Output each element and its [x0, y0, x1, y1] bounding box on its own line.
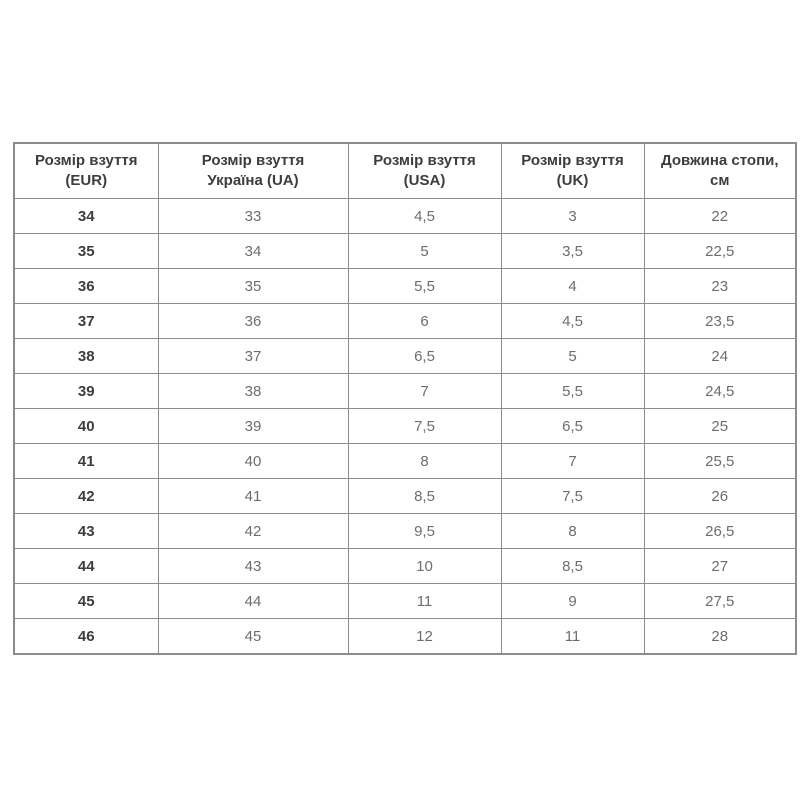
table-row — [14, 199, 796, 234]
cell-foot-length: 27,5 — [644, 584, 796, 619]
cell-eur: 46 — [14, 619, 158, 655]
cell-eur: 36 — [14, 269, 158, 304]
cell-usa: 10 — [348, 549, 501, 584]
cell-eur: 45 — [14, 584, 158, 619]
size-table-container — [13, 142, 795, 655]
table-body — [14, 199, 796, 655]
table-row — [14, 304, 796, 339]
header-label: Розмір взуття — [201, 151, 305, 169]
header-label: (USA) — [403, 172, 446, 189]
cell-usa: 9,5 — [348, 514, 501, 549]
cell-foot-length: 22 — [644, 199, 796, 234]
cell-eur: 35 — [14, 234, 158, 269]
cell-usa: 7,5 — [348, 409, 501, 444]
cell-usa: 8,5 — [348, 479, 501, 514]
cell-uk: 5,5 — [501, 374, 644, 409]
cell-usa: 12 — [348, 619, 501, 655]
table-row — [14, 374, 796, 409]
column-header-uk — [501, 143, 644, 199]
cell-eur: 44 — [14, 549, 158, 584]
cell-ua: 36 — [158, 304, 348, 339]
cell-ua: 39 — [158, 409, 348, 444]
shoe-size-conversion-table — [13, 142, 797, 655]
cell-eur: 40 — [14, 409, 158, 444]
cell-foot-length: 25 — [644, 409, 796, 444]
header-label: Розмір взуття — [34, 151, 138, 169]
cell-uk: 3,5 — [501, 234, 644, 269]
cell-uk: 11 — [501, 619, 644, 655]
cell-usa: 5,5 — [348, 269, 501, 304]
table-row — [14, 444, 796, 479]
cell-ua: 34 — [158, 234, 348, 269]
cell-uk: 7 — [501, 444, 644, 479]
cell-eur: 43 — [14, 514, 158, 549]
cell-foot-length: 25,5 — [644, 444, 796, 479]
header-label: Довжина стопи, — [660, 151, 779, 169]
cell-usa: 4,5 — [348, 199, 501, 234]
cell-usa: 11 — [348, 584, 501, 619]
cell-eur: 37 — [14, 304, 158, 339]
table-row — [14, 514, 796, 549]
cell-eur: 38 — [14, 339, 158, 374]
cell-ua: 35 — [158, 269, 348, 304]
cell-foot-length: 24 — [644, 339, 796, 374]
cell-foot-length: 22,5 — [644, 234, 796, 269]
cell-ua: 38 — [158, 374, 348, 409]
column-header-foot-length — [644, 143, 796, 199]
column-header-ua — [158, 143, 348, 199]
cell-ua: 43 — [158, 549, 348, 584]
cell-foot-length: 28 — [644, 619, 796, 655]
cell-uk: 8,5 — [501, 549, 644, 584]
cell-usa: 5 — [348, 234, 501, 269]
table-row — [14, 269, 796, 304]
column-header-usa — [348, 143, 501, 199]
cell-uk: 7,5 — [501, 479, 644, 514]
table-row — [14, 619, 796, 655]
cell-ua: 40 — [158, 444, 348, 479]
cell-foot-length: 23,5 — [644, 304, 796, 339]
header-label: (EUR) — [65, 172, 108, 189]
header-label: Україна (UA) — [207, 172, 299, 189]
cell-foot-length: 26 — [644, 479, 796, 514]
cell-usa: 8 — [348, 444, 501, 479]
cell-uk: 9 — [501, 584, 644, 619]
table-row — [14, 339, 796, 374]
cell-uk: 5 — [501, 339, 644, 374]
table-header — [14, 143, 796, 199]
cell-foot-length: 26,5 — [644, 514, 796, 549]
header-label: Розмір взуття — [373, 151, 476, 169]
cell-ua: 44 — [158, 584, 348, 619]
cell-uk: 8 — [501, 514, 644, 549]
header-row — [14, 143, 796, 199]
cell-foot-length: 23 — [644, 269, 796, 304]
cell-uk: 4,5 — [501, 304, 644, 339]
header-label: см — [710, 172, 730, 189]
table-row — [14, 584, 796, 619]
table-row — [14, 549, 796, 584]
cell-ua: 33 — [158, 199, 348, 234]
cell-eur: 34 — [14, 199, 158, 234]
cell-usa: 7 — [348, 374, 501, 409]
cell-uk: 3 — [501, 199, 644, 234]
column-header-eur — [14, 143, 158, 199]
header-label: Розмір взуття — [521, 151, 624, 169]
cell-ua: 42 — [158, 514, 348, 549]
cell-usa: 6,5 — [348, 339, 501, 374]
cell-eur: 39 — [14, 374, 158, 409]
cell-ua: 41 — [158, 479, 348, 514]
cell-eur: 41 — [14, 444, 158, 479]
cell-ua: 37 — [158, 339, 348, 374]
table-row — [14, 479, 796, 514]
cell-uk: 6,5 — [501, 409, 644, 444]
cell-foot-length: 24,5 — [644, 374, 796, 409]
cell-eur: 42 — [14, 479, 158, 514]
cell-ua: 45 — [158, 619, 348, 655]
header-label: (UK) — [556, 172, 589, 189]
table-row — [14, 409, 796, 444]
cell-uk: 4 — [501, 269, 644, 304]
table-row — [14, 234, 796, 269]
cell-foot-length: 27 — [644, 549, 796, 584]
cell-usa: 6 — [348, 304, 501, 339]
